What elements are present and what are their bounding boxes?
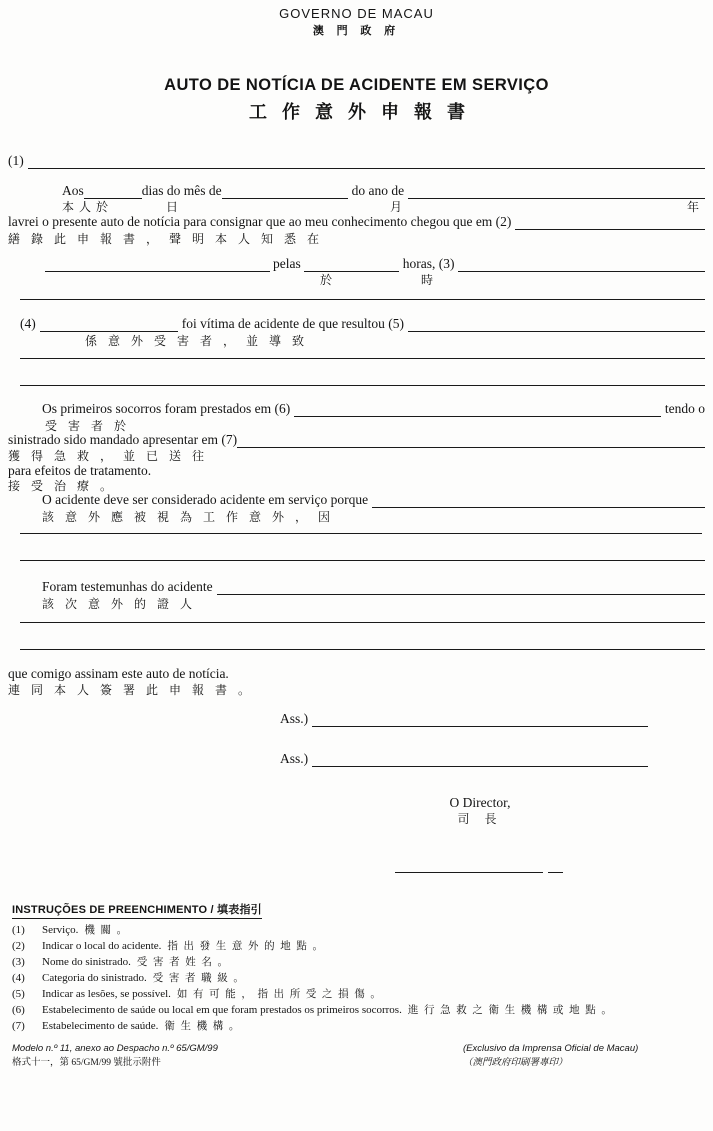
field4-label: (4) <box>20 316 36 331</box>
instruction-text-zh: 如 有 可 能 ， 指 出 所 受 之 損 傷 。 <box>176 989 383 1000</box>
field2-blank <box>515 214 705 230</box>
signature2-row <box>280 750 648 767</box>
instruction-number: (7) <box>12 1020 25 1032</box>
footer-press-pt: (Exclusivo da Imprensa Oficial de Macau) <box>463 1043 639 1054</box>
form-title-pt: AUTO DE NOTÍCIA DE ACIDENTE EM SERVIÇO <box>164 76 549 94</box>
instructions-heading: INSTRUÇÕES DE PREENCHIMENTO / 填表指引 <box>12 901 262 919</box>
tendo-o-label: tendo o <box>664 401 705 416</box>
instruction-text-zh: 機 關 。 <box>84 925 129 936</box>
rule-line <box>20 622 705 623</box>
treatment-label: para efeitos de tratamento. <box>8 463 152 478</box>
instruction-item <box>12 1018 707 1034</box>
gov-name-pt: GOVERNO DE MACAU <box>279 6 434 21</box>
field4-blank <box>40 316 178 332</box>
signature2-blank <box>312 751 648 767</box>
signature1-label: Ass.) <box>280 711 309 726</box>
reason-row <box>42 491 705 508</box>
zh-hour-label: 時 <box>421 273 435 287</box>
instruction-text-pt: Nome do sinistrado. <box>42 956 131 968</box>
cosign-label: que comigo assinam este auto de notícia. <box>8 666 229 681</box>
field6-blank <box>294 401 661 417</box>
field7-row <box>8 431 705 448</box>
zh-self-label: 本 人 於 <box>62 200 110 214</box>
footer-model-pt: Modelo n.º 11, anexo ao Despacho n.º 65/GM/99 <box>12 1043 218 1054</box>
witness-label: Foram testemunhas do acidente <box>42 579 213 594</box>
hour-blank <box>304 256 399 272</box>
instruction-number: (6) <box>12 1004 25 1016</box>
instruction-text-zh: 衛 生 機 構 。 <box>164 1021 241 1032</box>
day-blank <box>84 183 142 199</box>
director-label-pt: O Director, <box>449 795 511 810</box>
instruction-text-pt: Categoria do sinistrado. <box>42 972 147 984</box>
year-label: do ano de <box>351 183 405 198</box>
month-label: dias do mês de <box>141 183 222 198</box>
year-blank <box>408 183 705 199</box>
field7-label-zh: 獲 得 急 救 ， 並 已 送 往 <box>8 449 209 463</box>
instruction-text-zh: 進 行 急 救 之 衛 生 機 構 或 地 點 。 <box>407 1005 614 1016</box>
signature1-blank <box>312 711 648 727</box>
field1-row <box>8 152 705 169</box>
instruction-text-pt: Estabelecimento de saúde ou local em que foram prestados os primeiros socorros. <box>42 1004 402 1016</box>
instruction-text-pt: Indicar o local do acidente. <box>42 940 162 952</box>
instruction-text-zh: 受 害 者 姓 名 。 <box>136 957 230 968</box>
reason-blank <box>372 492 705 508</box>
footer-left <box>12 1041 218 1071</box>
field6-row <box>42 400 705 417</box>
form-title-zh: 工作意外申報書 <box>249 102 480 122</box>
field4-row <box>20 315 705 332</box>
cosign-label-zh: 連 同 本 人 簽 署 此 申 報 書 。 <box>8 683 255 697</box>
field5-blank <box>408 316 705 332</box>
instruction-number: (2) <box>12 940 25 952</box>
instruction-item <box>12 938 707 954</box>
reason-label: O acidente deve ser considerado acidente em serviço porque <box>42 492 369 507</box>
field5-label: foi vítima de acidente de que resultou (5) <box>181 316 405 331</box>
pelas-label: pelas <box>273 256 301 271</box>
instructions-list <box>12 922 707 1034</box>
director-signature-line <box>395 872 543 873</box>
director-label-zh: 司 長 <box>457 812 503 826</box>
instruction-item <box>12 954 707 970</box>
field2-label-zh: 繕 錄 此 申 報 書 ， 聲 明 本 人 知 悉 在 <box>8 232 324 246</box>
place-blank <box>45 256 270 272</box>
instruction-number: (5) <box>12 988 25 1000</box>
field4-label-zh: 係 意 外 受 害 者 ， 並 導 致 <box>85 334 309 348</box>
field3-blank <box>458 256 705 272</box>
field1-label: (1) <box>8 153 24 168</box>
director-signature-dash <box>548 872 563 873</box>
reason-label-zh: 該 意 外 應 被 視 為 工 作 意 外 ， 因 <box>42 510 335 524</box>
instruction-text-pt: Estabelecimento de saúde. <box>42 1020 159 1032</box>
month-blank <box>222 183 348 199</box>
gov-name-zh: 澳 門 政 府 <box>312 25 401 37</box>
date-row <box>62 182 705 199</box>
zh-year-label: 年 <box>687 200 701 214</box>
instruction-number: (1) <box>12 924 25 936</box>
rule-line <box>20 358 705 359</box>
instruction-text-pt: Indicar as lesões, se possível. <box>42 988 171 1000</box>
field6-label: Os primeiros socorros foram prestados em (6) <box>42 401 291 416</box>
instruction-item <box>12 970 707 986</box>
signature2-label: Ass.) <box>280 751 309 766</box>
instruction-text-zh: 受 害 者 職 級 。 <box>152 973 246 984</box>
footer-press-zh: （澳門政府印刷署專印） <box>463 1058 568 1068</box>
zh-day-label: 日 <box>166 200 180 214</box>
treatment-label-zh: 接 受 治 療 。 <box>8 479 117 493</box>
instruction-item <box>12 922 707 938</box>
instruction-number: (4) <box>12 972 25 984</box>
instruction-text-pt: Serviço. <box>42 924 79 936</box>
witness-row <box>42 578 705 595</box>
rule-line <box>20 649 705 650</box>
field7-blank <box>237 432 705 448</box>
footer-right <box>463 1041 638 1071</box>
instruction-text-zh: 指 出 發 生 意 外 的 地 點 。 <box>167 941 325 952</box>
footer-model-zh: 格式十一，第 65/GM/99 號批示附件 <box>12 1058 161 1068</box>
instruction-item <box>12 986 707 1002</box>
horas-label: horas, (3) <box>402 256 455 271</box>
field3-row <box>45 255 705 272</box>
rule-line <box>20 385 705 386</box>
field1-blank <box>28 153 705 169</box>
aos-label: Aos <box>62 183 84 198</box>
witness-label-zh: 該 次 意 外 的 證 人 <box>42 597 197 611</box>
signature1-row <box>280 710 648 727</box>
rule-line <box>20 560 705 561</box>
rule-line <box>20 299 705 300</box>
zh-month-label: 月 <box>390 200 404 214</box>
field6-label-zh: 受 害 者 於 <box>45 419 131 433</box>
field7-label: sinistrado sido mandado apresentar em (7) <box>8 432 238 447</box>
instruction-item <box>12 1002 707 1018</box>
field2-row <box>8 213 705 230</box>
rule-line <box>20 533 702 534</box>
witness-blank <box>217 579 705 595</box>
field2-label: lavrei o presente auto de notícia para consignar que ao meu conhecimento chegou que em (2) <box>8 214 512 229</box>
instruction-number: (3) <box>12 956 25 968</box>
zh-at-label: 於 <box>320 273 334 287</box>
